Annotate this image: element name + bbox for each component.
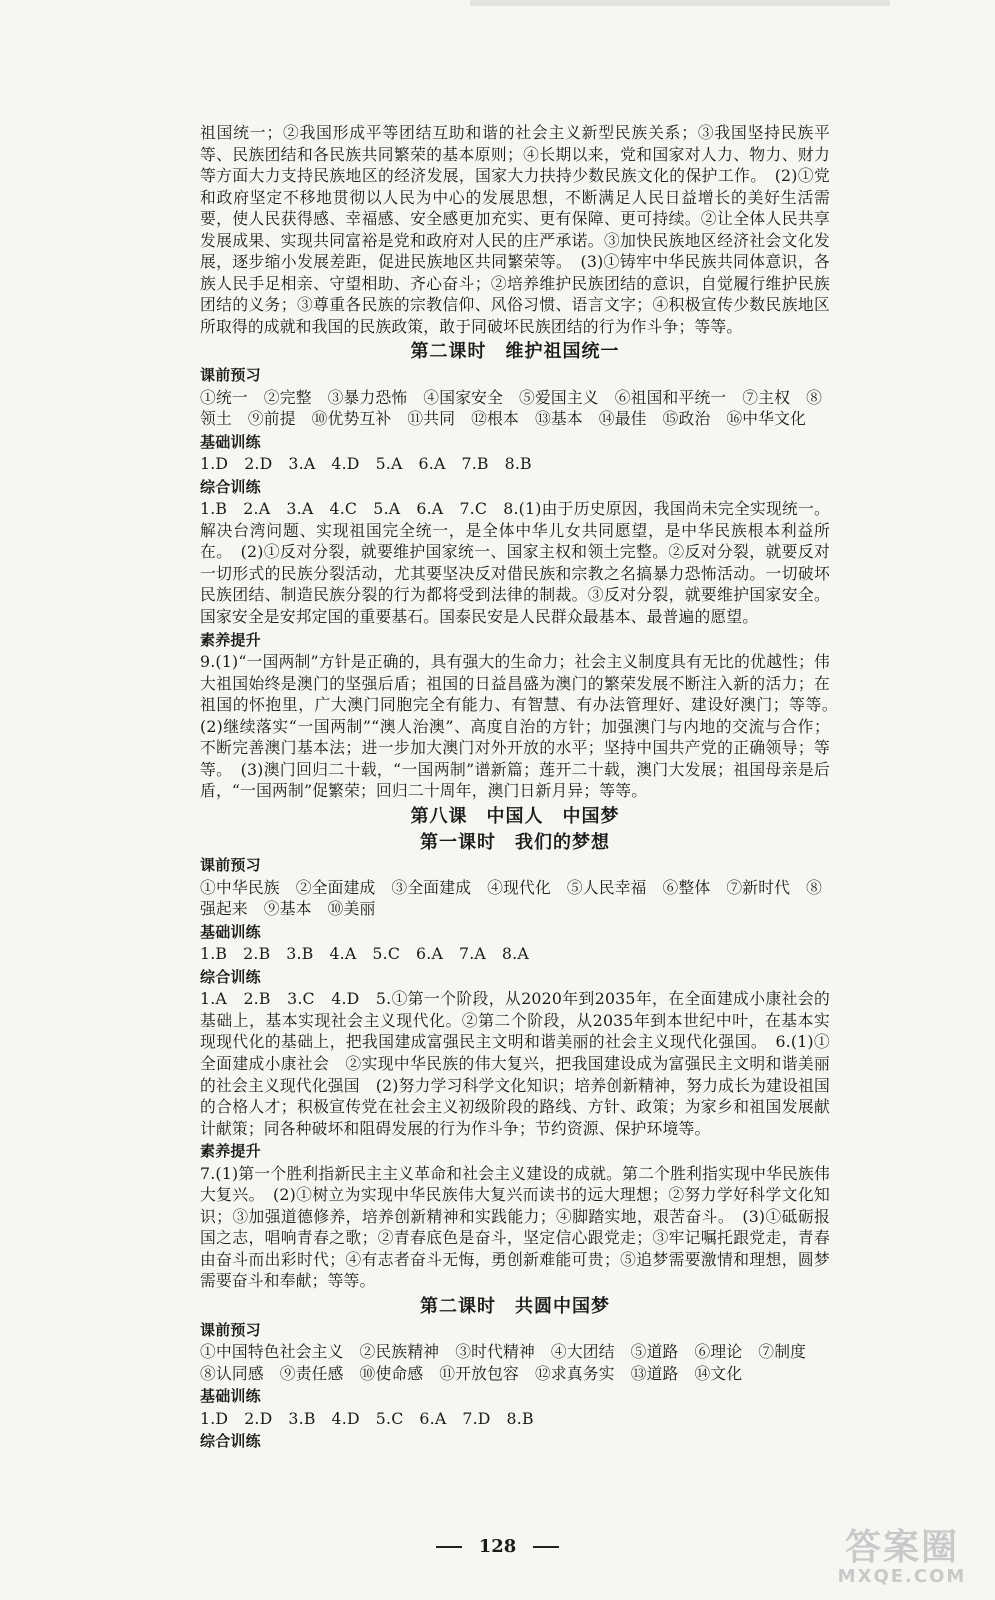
watermark-url: MXQE.COM	[837, 1566, 967, 1587]
answers-basic-2: 1.B 2.B 3.B 4.A 5.C 6.A 7.A 8.A	[200, 944, 529, 964]
paragraph-comprehensive-2: 1.A 2.B 3.C 4.D 5.①第一个阶段，从2020年到2035年，在全面建成小康社会的基础上，基本实现社会主义现代化。②第二个阶段，从2035年到本世纪中叶，在基本实现现代化的基础上，把我国建成富强民主文明和谐美丽的社会主义现代化强国。 6.(1)①全面建成小康社会 ②实现中华民族的伟大复兴，把我国建设成为富强民主文明和谐美丽的社会主义现代化强国 (2)努力学习科学文化知识；培养创新精神，努力成长为建设祖国的合格人才；积极宣传党在社会主义初级阶段的路线、方针、政策；为家乡和祖国发展献计献策；同各种破坏和阻碍发展的行为作斗争；节约资源、保护环境等。	[200, 989, 830, 1138]
section-title-lesson8: 第八课 中国人 中国梦	[410, 805, 620, 827]
paragraph-comprehensive-1: 1.B 2.A 3.A 4.C 5.A 6.A 7.C 8.(1)由于历史原因，我国尚未完全实现统一。解决台湾问题、实现祖国完全统一，是全体中华儿女共同愿望，是中华民族根本利益所在。 (2)①反对分裂，就要维护国家统一、国家主权和领土完整。②反对分裂，就要反对一切形式的民族分裂活动，尤其要坚决反对借民族和宗教之名搞暴力恐怖活动。一切破坏民族团结、制造民族分裂的行为都将受到法律的制裁。③反对分裂，就要维护国家安全。国家安全是安邦定国的重要基石。国泰民安是人民群众最基本、最普遍的愿望。	[200, 499, 830, 627]
paragraph-literacy-1: 9.(1)“一国两制”方针是正确的，具有强大的生命力；社会主义制度具有无比的优越性；伟大祖国始终是澳门的坚强后盾；祖国的日益昌盛为澳门的繁荣发展不断注入新的活力；在祖国的怀抱里，广大澳门同胞完全有能力、有智慧、有办法管理好、建设好澳门；等等。 (2)继续落实“一国两制”“澳人治澳”、高度自治的方针；加强澳门与内地的交流与合作；不断完善澳门基本法；进一步加大澳门对外开放的水平；坚持中国共产党的正确领导；等等。 (3)澳门回归二十载，“一国两制”谱新篇；莲开二十载，澳门大发展；祖国母亲是后盾，“一国两制”促繁荣；回归二十周年，澳门日新月异；等等。	[200, 652, 846, 801]
subheading-basic-training: 基础训练	[200, 432, 261, 451]
subheading-preview-3: 课前预习	[200, 1320, 261, 1339]
subheading-comprehensive-2: 综合训练	[200, 967, 261, 986]
watermark-logo	[837, 1528, 967, 1592]
answers-preview-1: ①统一 ②完整 ③暴力恐怖 ④国家安全 ⑤爱国主义 ⑥祖国和平统一 ⑦主权 ⑧领土 ⑨前提 ⑩优势互补 ⑪共同 ⑫根本 ⑬基本 ⑭最佳 ⑮政治 ⑯中华文化	[200, 387, 823, 429]
subheading-basic-training-2: 基础训练	[200, 922, 261, 941]
subheading-basic-training-3: 基础训练	[200, 1387, 261, 1406]
section-title-lesson2-unity: 第二课时 维护祖国统一	[410, 341, 620, 363]
subheading-comprehensive-3: 综合训练	[200, 1432, 261, 1451]
page-number: 128	[478, 1536, 517, 1557]
footer-dash-left	[436, 1546, 462, 1548]
section-title-chinese-dream: 第二课时 共圆中国梦	[420, 1295, 610, 1317]
answers-basic-1: 1.D 2.D 3.A 4.D 5.A 6.A 7.B 8.B	[200, 454, 532, 474]
paragraph-literacy-2: 7.(1)第一个胜利指新民主主义革命和社会主义建设的成就。第二个胜利指实现中华民族伟大复兴。 (2)①树立为实现中华民族伟大复兴而读书的远大理想；②努力学好科学文化知识；③加强道德修养，培养创新精神和实践能力；④脚踏实地，艰苦奋斗。 (3)①砥砺报国之志，唱响青春之歌；②青春底色是奋斗，坚定信心跟党走；③牢记嘱托跟党走，青春由奋斗而出彩时代；④有志者奋斗无悔，勇创新难能可贵；⑤追梦需要激情和理想，圆梦需要奋斗和奉献；等等。	[200, 1163, 830, 1291]
watermark-text: 答案圈	[844, 1527, 959, 1568]
answers-preview-2: ①中华民族 ②全面建成 ③全面建成 ④现代化 ⑤人民幸福 ⑥整体 ⑦新时代 ⑧强起来 ⑨基本 ⑩美丽	[200, 877, 823, 919]
top-edge-shade	[470, 0, 890, 6]
footer-dash-right	[533, 1546, 559, 1548]
section-title-our-dream: 第一课时 我们的梦想	[420, 831, 610, 853]
answers-basic-3: 1.D 2.D 3.B 4.D 5.C 6.A 7.D 8.B	[200, 1408, 534, 1428]
answers-preview-3: ①中国特色社会主义 ②民族精神 ③时代精神 ④大团结 ⑤道路 ⑥理论 ⑦制度 ⑧认同感 ⑨责任感 ⑩使命感 ⑪开放包容 ⑫求真务实 ⑬道路 ⑭文化	[200, 1342, 823, 1383]
paragraph-unity-answers: 祖国统一；②我国形成平等团结互助和谐的社会主义新型民族关系；③我国坚持民族平等、民族团结和各民族共同繁荣的基本原则；④长期以来，党和国家对人力、物力、财力等方面大力支持民族地区的经济发展，国家大力扶持少数民族文化的保护工作。 (2)①党和政府坚定不移地贯彻以人民为中心的发展思想，不断满足人民日益增长的美好生活需要，使人民获得感、幸福感、安全感更加充实、更有保障、更可持续。②让全体人民共享发展成果、实现共同富裕是党和政府对人民的庄严承诺。③加快民族地区经济社会文化发展，逐步缩小发展差距，促进民族地区共同繁荣等。 (3)①铸牢中华民族共同体意识，各族人民手足相亲、守望相助、齐心奋斗；②培养维护民族团结的意识，自觉履行维护民族团结的义务；③尊重各民族的宗教信仰、风俗习惯、语言文字；④积极宣传少数民族地区所取得的成就和我国的民族政策，敢于同破坏民族团结的行为作斗争；等等。	[200, 123, 830, 336]
subheading-literacy: 素养提升	[200, 630, 261, 649]
subheading-preview-2: 课前预习	[200, 856, 261, 875]
subheading-comprehensive: 综合训练	[200, 477, 261, 496]
answer-page-content	[200, 122, 846, 1453]
subheading-preview: 课前预习	[200, 366, 261, 385]
subheading-literacy-2: 素养提升	[200, 1142, 261, 1161]
